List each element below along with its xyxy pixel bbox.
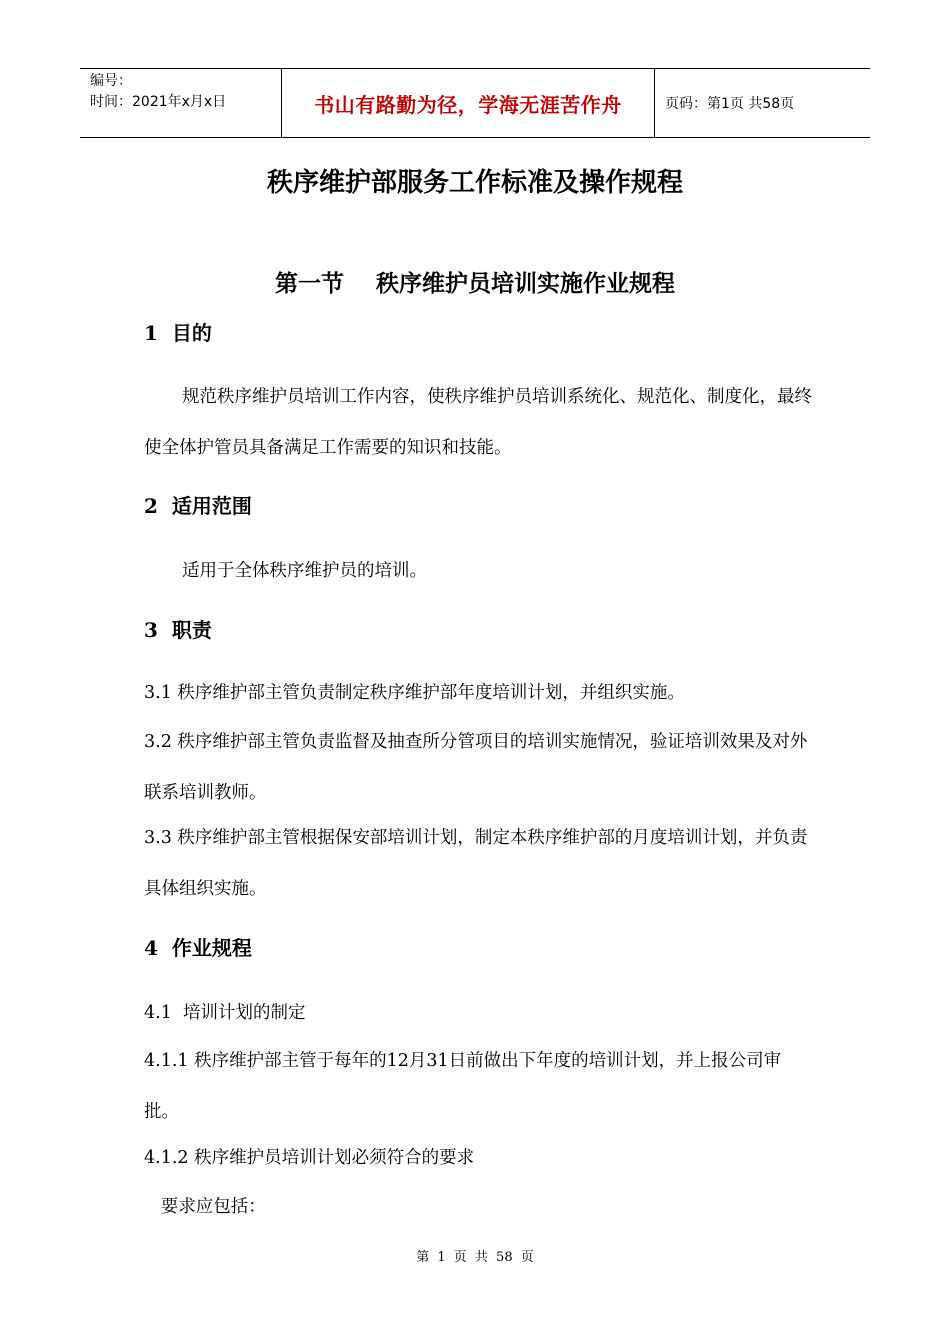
heading-procedures: 4 作业规程 [144, 936, 252, 960]
document-title: 秩序维护部服务工作标准及操作规程 [266, 168, 683, 198]
purpose-paragraph: 规范秩序维护员培训工作内容，使秩序维护员培训系统化、规范化、制度化，最终使全体护管员具备满足工作需要的知识和技能。 [144, 387, 812, 458]
document-number-label: 编号： [90, 73, 132, 89]
document-date-label: 时间：2021年x月x日 [90, 94, 227, 110]
header-meta [80, 69, 282, 137]
responsibility-3-2: 3.2 秩序维护部主管负责监督及抽查所分管项目的培训实施情况，验证培训效果及对外联系培训教师。 [144, 732, 808, 803]
heading-purpose: 1 目的 [144, 321, 212, 345]
page-header [80, 68, 870, 138]
heading-responsibilities: 3 职责 [144, 618, 212, 642]
responsibility-3-3: 3.3 秩序维护部主管根据保安部培训计划，制定本秩序维护部的月度培训计划，并负责具体组织实施。 [144, 828, 808, 899]
procedure-4-1-2: 4.1.2 秩序维护员培训计划必须符合的要求 [144, 1148, 475, 1168]
section-title: 第一节 秩序维护员培训实施作业规程 [274, 270, 676, 297]
requirements-intro: 要求应包括： [144, 1197, 266, 1217]
responsibility-3-1: 3.1 秩序维护部主管负责制定秩序维护部年度培训计划，并组织实施。 [144, 683, 685, 703]
procedure-4-1-1: 4.1.1 秩序维护部主管于每年的12月31日前做出下年度的培训计划，并上报公司审批。 [144, 1051, 782, 1122]
page-footer: 第 1 页 共 58 页 [416, 1250, 534, 1265]
scope-paragraph: 适用于全体秩序维护员的培训。 [182, 561, 427, 581]
heading-scope: 2 适用范围 [144, 494, 252, 518]
procedure-4-1: 4.1 培训计划的制定 [144, 1003, 306, 1023]
header-motto: 书山有路勤为径，学海无涯苦作舟 [282, 69, 655, 137]
header-page-info: 页码：第1页 共58页 [665, 96, 795, 112]
